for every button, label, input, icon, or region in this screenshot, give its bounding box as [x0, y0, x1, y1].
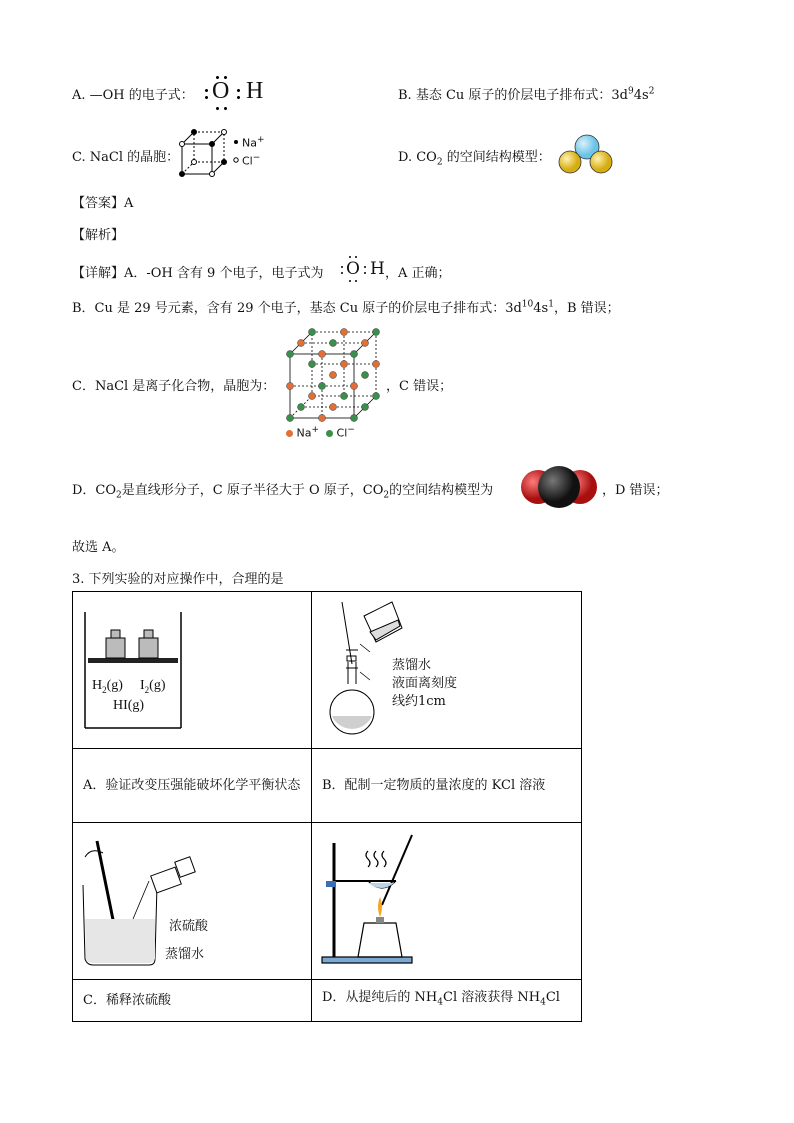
cell-legend-cl: Cl− [242, 153, 261, 168]
detail-b-sup2: 1 [548, 299, 554, 310]
nacl-unit-cell-icon [282, 322, 382, 422]
figB-label2: 液面离刻度 [392, 676, 458, 691]
figure-c-cell [73, 823, 312, 980]
detail-label: 【详解】 [72, 266, 125, 281]
option-c-text: C. NaCl 的晶胞： [72, 150, 180, 165]
option-a-text: A. —OH 的电子式： [72, 88, 194, 103]
detail-a-post: ，A 正确； [385, 266, 451, 281]
detail-d-sub1: 2 [116, 490, 122, 501]
legend-na-label: Na [242, 136, 257, 150]
figure-b-cell [312, 592, 582, 749]
caption-d-3: Cl [545, 990, 560, 1006]
co2-space-filling-model-icon [518, 462, 600, 512]
answer-value: A [124, 196, 134, 211]
detail-a-line [72, 262, 323, 281]
caption-d-2: Cl 溶液获得 NH [443, 990, 541, 1006]
option-d [398, 146, 551, 168]
evaporation-setup-icon [312, 823, 582, 979]
caption-d-1: D．从提纯后的 NH [322, 990, 438, 1006]
figC-label1: 浓硫酸 [169, 919, 209, 934]
caption-b: B．配制一定物质的量浓度的 KCl 溶液 [322, 777, 546, 793]
detail-c-pre: C．NaCl 是离子化合物，晶胞为： [72, 379, 276, 394]
figure-d-cell [312, 823, 582, 980]
option-b-mid: 4s [633, 88, 649, 103]
oh-lewis-structure [202, 72, 272, 112]
nacl-legend-cl: Cl [336, 426, 348, 440]
figure-a-cell [73, 592, 312, 749]
detail-b-line [72, 297, 620, 316]
detail-d-sub2: 2 [383, 490, 390, 501]
caption-c: C．稀释浓硫酸 [83, 992, 171, 1008]
detail-b-end: ，B 错误； [553, 301, 620, 316]
option-b-sup1: 9 [628, 86, 634, 97]
nacl-legend-na: Na [296, 426, 312, 440]
detail-d-post: ，D 错误； [602, 483, 669, 498]
nacl-legend: Na+ Cl− [286, 425, 355, 440]
caption-d: D．从提纯后的 $NH_4Cl$ 溶液获得 $NH_4Cl$ [322, 990, 560, 1008]
option-b-text: B. 基态 Cu 原子的价层电子排布式：3d [398, 88, 628, 103]
figA-h2-text: H [92, 678, 103, 693]
na-legend-icon [286, 430, 293, 437]
figA-i2-text: I [140, 678, 145, 693]
detail-d-line [72, 479, 493, 501]
small-oxygen-symbol: O [346, 259, 360, 279]
volumetric-flask-icon [312, 592, 582, 748]
legend-cl-label: Cl [242, 154, 253, 168]
question3-stem: 3. 下列实验的对应操作中，合理的是 [72, 572, 284, 587]
conclusion: 故选 A。 [72, 540, 125, 555]
cell-legend-na: Na+ [242, 135, 265, 150]
small-hydrogen-symbol: H [370, 259, 385, 279]
detail-b-text: B．Cu 是 29 号元素，含有 29 个电子，基态 Cu 原子的价层电子排布式：3d [72, 301, 522, 316]
detail-a-pre: A．-OH 含有 9 个电子，电子式为 [124, 266, 324, 281]
detail-c-post: ，C 错误； [386, 379, 453, 394]
piston-apparatus-icon [73, 592, 312, 748]
hydrogen-symbol: H [246, 78, 264, 104]
option-b-sup2: 2 [648, 86, 655, 97]
detail-d-3: 的空间结构模型为 [389, 483, 494, 498]
option-d-text2: 的空间结构模型： [442, 150, 551, 165]
option-d-text: D. CO [398, 150, 437, 165]
detail-d-2: 是直线形分子，C 原子半径大于 O 原子，CO [121, 483, 384, 498]
oxygen-symbol: O [212, 78, 230, 104]
figB-label3: 线约1cm [392, 694, 446, 709]
detail-b-sup1: 10 [521, 299, 534, 310]
option-d-sub: 2 [436, 157, 443, 168]
figC-label2: 蒸馏水 [165, 947, 205, 962]
figB-label1: 蒸馏水 [392, 658, 432, 673]
detail-b-mid: 4s [533, 301, 549, 316]
option-b [398, 84, 654, 103]
caption-a: A．验证改变压强能破坏化学平衡状态 [83, 777, 301, 793]
option-a [72, 84, 194, 103]
question3-table [72, 591, 582, 1022]
bent-molecule-model-icon [556, 134, 618, 178]
detail-d-1: D．CO [72, 483, 117, 498]
oh-lewis-small [338, 254, 388, 284]
answer-line [72, 192, 133, 211]
answer-label: 【答案】 [72, 196, 125, 211]
figA-h2: $H_2(g)$ [92, 678, 123, 695]
cl-legend-icon [326, 430, 333, 437]
analysis-label: 【解析】 [72, 228, 125, 243]
figA-hi: HI(g) [113, 698, 145, 713]
figA-i2: $I_2(g)$ [140, 678, 166, 695]
option-c [72, 146, 179, 165]
